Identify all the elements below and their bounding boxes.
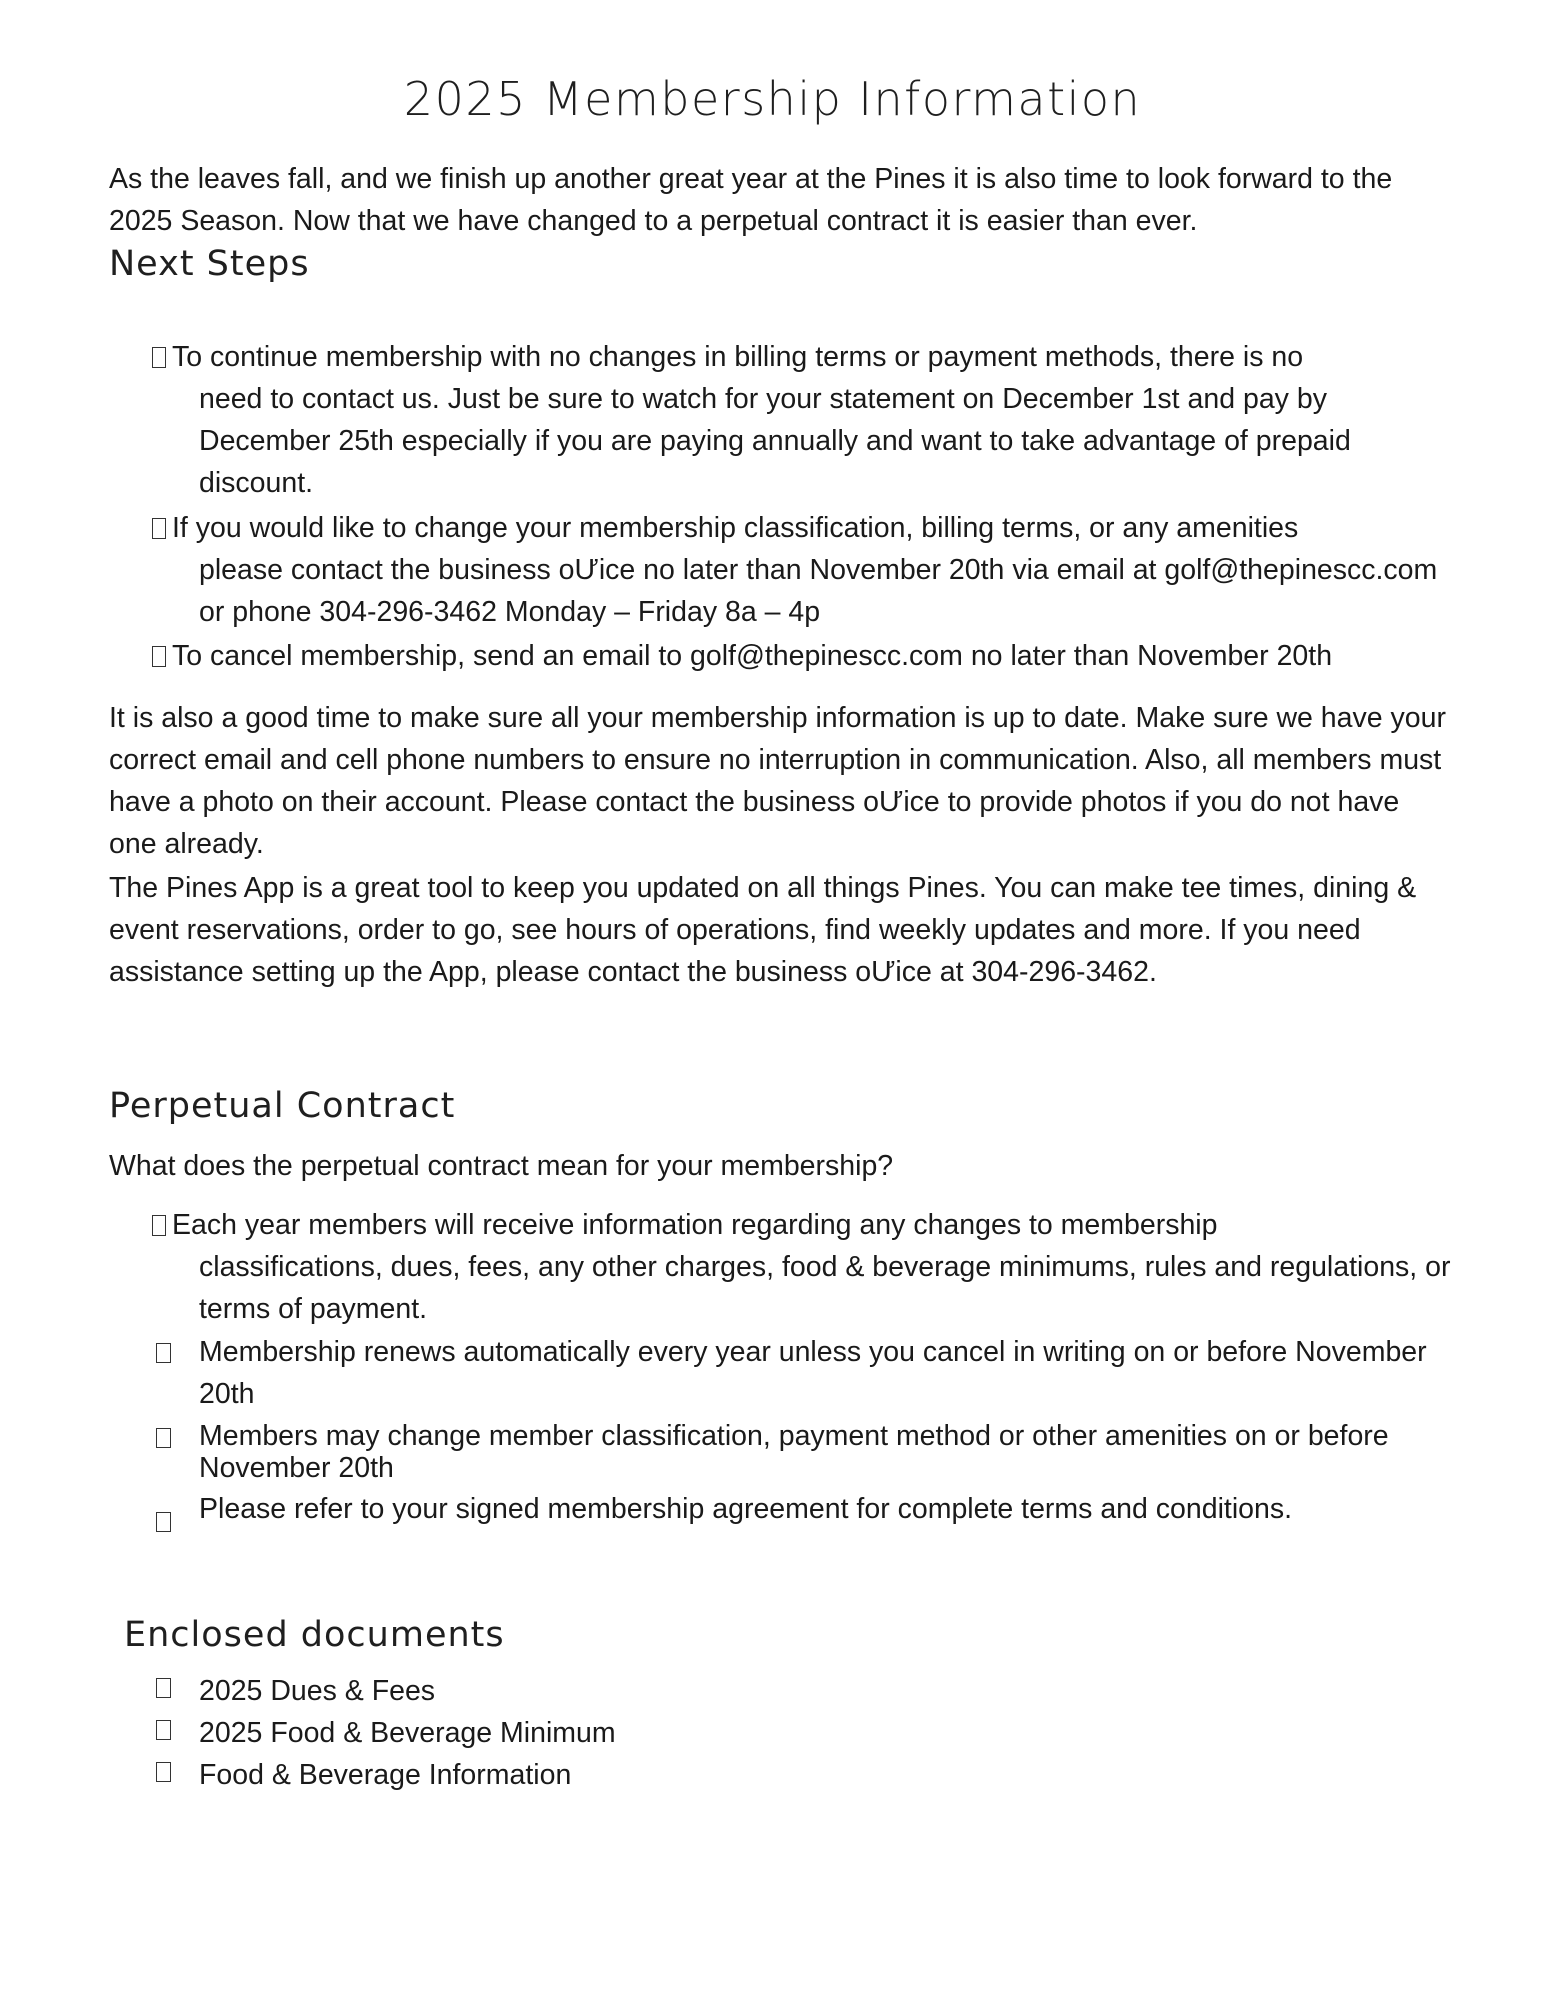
checkbox-glyph-icon [156,1343,171,1363]
perpetual-item [152,1204,1452,1330]
app-paragraph: The Pines App is a great tool to keep you updated on all things Pines. You can make tee times, dining & event reservations, order to go, see hours of operations, find weekly updates and more. If you need assistance setting up the App, please contact the business oƯice at 304-296-3462. [109,872,1417,988]
checkbox-glyph-icon [156,1428,171,1448]
checkbox-glyph-icon [156,1762,171,1782]
perpetual-question: What does the perpetual contract mean for your membership? [109,1150,894,1182]
perpetual-item-text: Members may change member classification, payment method or other amenities on or before November 20th [199,1420,1389,1484]
perpetual-item-first-line: Each year members will receive information regarding any changes to membership [172,1209,1218,1241]
perpetual-item [152,1488,1452,1530]
enclosed-documents-heading: Enclosed documents [124,1615,505,1655]
intro-paragraph: As the leaves fall, and we finish up another great year at the Pines it is also time to look forward to the 2025 Season. Now that we have changed to a perpetual contract it is easier than ever. [109,163,1393,237]
checkbox-glyph-icon [156,1720,171,1740]
perpetual-contract-heading: Perpetual Contract [109,1086,456,1126]
perpetual-item-text: Please refer to your signed membership agreement for complete terms and conditions. [199,1493,1293,1525]
perpetual-item-text: Membership renews automatically every year unless you cancel in writing on or before November 20th [199,1336,1427,1410]
checkbox-glyph-icon [152,1215,166,1236]
next-step-item-continuation: need to contact us. Just be sure to watch for your statement on December 1st and pay by December 25th especially if you are paying annually and want to take advantage of prepaid discount. [199,383,1351,499]
next-step-item-first-line: To continue membership with no changes in billing terms or payment methods, there is no [172,341,1304,373]
perpetual-item [152,1420,1452,1484]
next-steps-heading: Next Steps [109,244,310,284]
enclosed-document-label: 2025 Dues & Fees [199,1675,436,1707]
enclosed-document-label: 2025 Food & Beverage Minimum [199,1717,616,1749]
checkbox-glyph-icon [152,518,166,539]
checkbox-glyph-icon [152,347,166,368]
next-step-item [152,635,1452,677]
next-step-item [152,507,1452,633]
enclosed-document-item [152,1754,1452,1796]
enclosed-document-label: Food & Beverage Information [199,1759,572,1791]
perpetual-item [152,1331,1452,1415]
checkbox-glyph-icon [156,1512,171,1532]
next-step-item-first-line: If you would like to change your membership classification, billing terms, or any amenities [172,512,1299,544]
enclosed-document-item [152,1712,1452,1754]
next-step-item [152,336,1452,504]
enclosed-document-item [152,1670,1452,1712]
next-step-item-first-line: To cancel membership, send an email to golf@thepinescc.com no later than November 20th [172,640,1333,672]
next-step-item-continuation: please contact the business oƯice no later than November 20th via email at golf@thepinescc.com or phone 304-296-3462 Monday – Friday 8a – 4p [199,554,1438,628]
checkbox-glyph-icon [152,646,166,667]
page-title: 2025 Membership Information [403,72,1142,126]
checkbox-glyph-icon [156,1678,171,1698]
info-paragraph: It is also a good time to make sure all your membership information is up to date. Make sure we have your correct email and cell phone numbers to ensure no interruption in communication. Also, all members must have a photo on their account. Please contact the business oƯice to provide photos if you do not have one already. [109,702,1446,860]
perpetual-item-continuation: classifications, dues, fees, any other charges, food & beverage minimums, rules and regulations, or terms of payment. [199,1251,1451,1325]
